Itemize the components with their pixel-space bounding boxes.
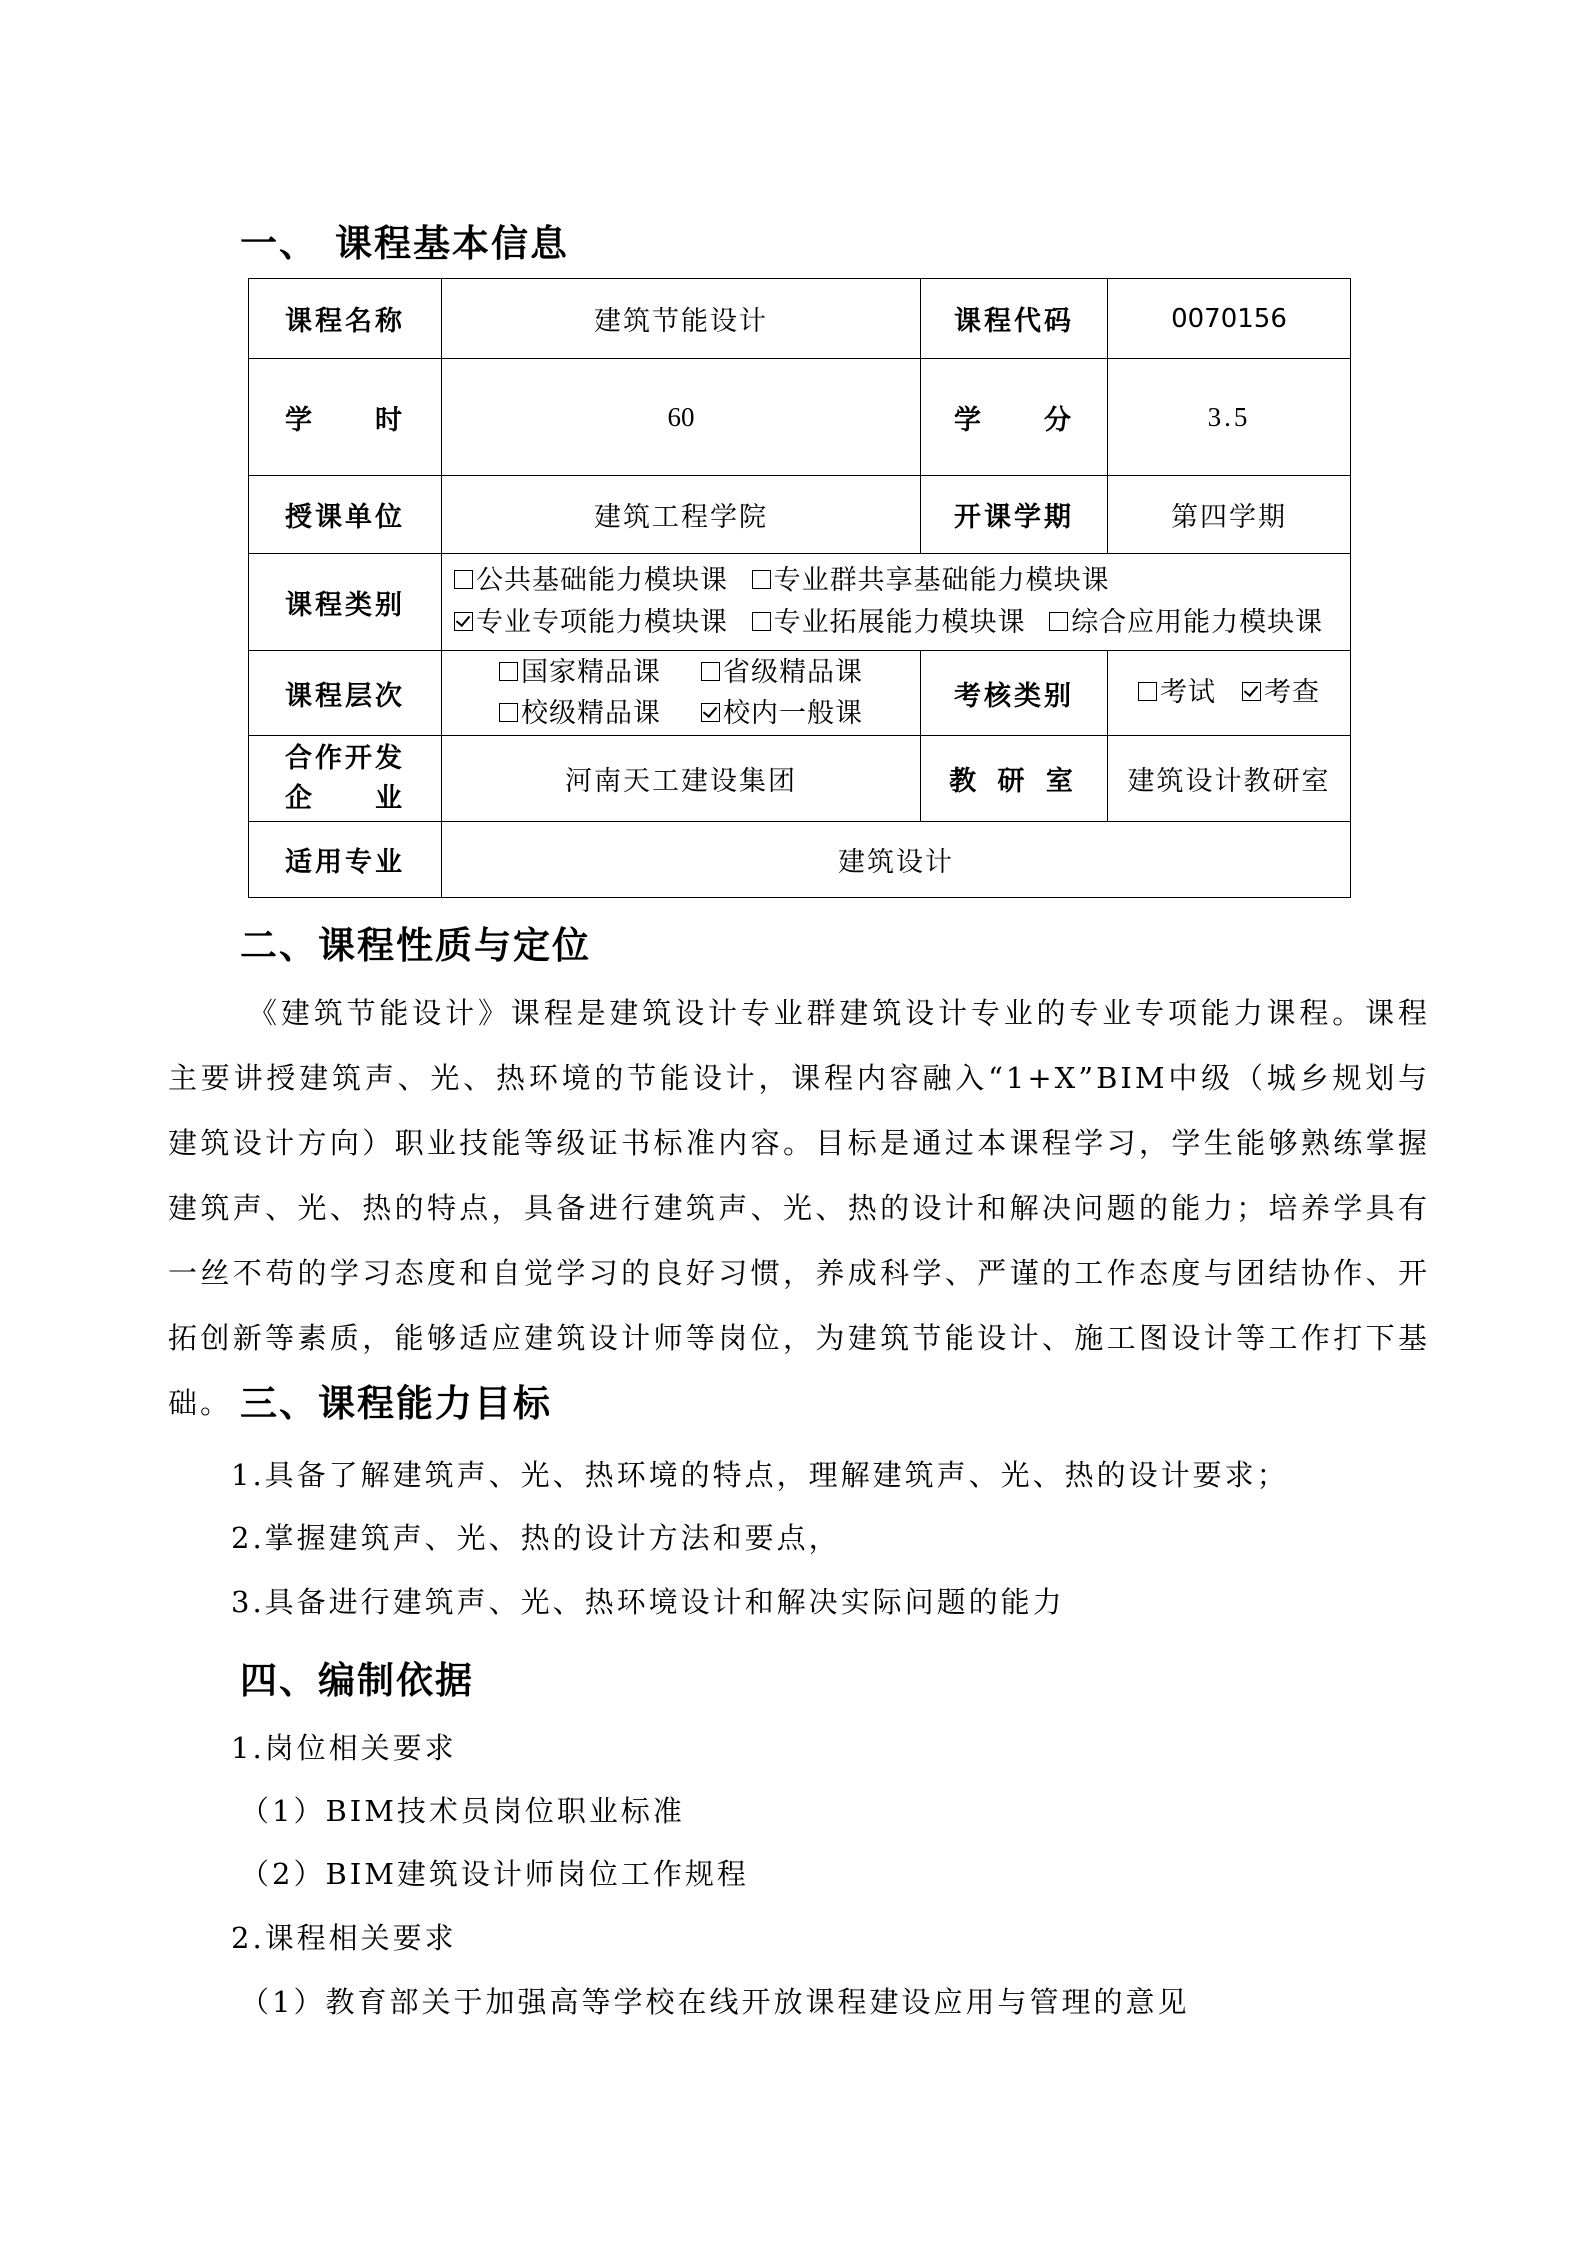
section-heading-basis: 四、编制依据 xyxy=(240,1659,474,1702)
table-row xyxy=(249,736,1351,822)
checkbox-icon[interactable] xyxy=(499,703,518,722)
office-label: 教 研 室 xyxy=(921,736,1108,822)
basis-item: （2）BIM建筑设计师岗位工作规程 xyxy=(240,1857,749,1891)
basis-subheading: 2.课程相关要求 xyxy=(231,1921,457,1955)
nature-paragraph: 《建筑节能设计》课程是建筑设计专业群建筑设计专业的专业专项能力课程。课程主要讲授建筑声、光、热环境的节能设计，课程内容融入“1+X”BIM中级（城乡规划与建筑设计方向）职业技能等级证书标准内容。目标是通过本课程学习，学生能够熟练掌握建筑声、光、热的特点，具备进行建筑声、光、热的设计和解决问题的能力；培养学具有一丝不苟的学习态度和自觉学习的良好习惯，养成科学、严谨的工作态度与团结协作、开拓创新等素质，能够适应建筑设计师等岗位，为建筑节能设计、施工图设计等工作打下基础。 xyxy=(168,996,1430,1420)
basis-item: （1）BIM技术员岗位职业标准 xyxy=(240,1794,685,1828)
checkbox-icon[interactable] xyxy=(454,570,473,589)
checkbox-icon[interactable] xyxy=(752,612,771,631)
checkbox-icon[interactable] xyxy=(499,662,518,681)
major-label: 适用专业 xyxy=(249,822,442,898)
credits-value: 3.5 xyxy=(1108,359,1351,476)
course-code-label: 课程代码 xyxy=(921,279,1108,359)
table-row xyxy=(249,476,1351,554)
level-options xyxy=(442,651,921,736)
office-value: 建筑设计教研室 xyxy=(1108,736,1351,822)
assessment-option: 考查 xyxy=(1264,677,1320,708)
basis-item: （1）教育部关于加强高等学校在线开放课程建设应用与管理的意见 xyxy=(240,1985,1190,2019)
category-option: 综合应用能力模块课 xyxy=(1071,607,1324,638)
level-option: 国家精品课 xyxy=(521,657,661,688)
section-title: 课程基本信息 xyxy=(335,222,569,265)
level-option: 校内一般课 xyxy=(723,698,863,729)
course-info-table xyxy=(248,278,1351,898)
partner-value: 河南天工建设集团 xyxy=(442,736,921,822)
category-option: 专业拓展能力模块课 xyxy=(773,607,1026,638)
partner-label xyxy=(249,736,442,822)
section-heading-basic-info xyxy=(240,213,569,267)
checkbox-icon[interactable] xyxy=(752,570,771,589)
assessment-options xyxy=(1108,651,1351,736)
section-number: 一、 xyxy=(240,222,318,265)
table-row xyxy=(249,822,1351,898)
course-name-label: 课程名称 xyxy=(249,279,442,359)
course-code-value: 0070156 xyxy=(1108,279,1351,359)
level-option: 校级精品课 xyxy=(521,698,661,729)
goal-item: 3.具备进行建筑声、光、热环境设计和解决实际问题的能力 xyxy=(231,1585,1065,1619)
checkbox-icon[interactable] xyxy=(1049,612,1068,631)
category-options xyxy=(442,554,1351,651)
category-option: 专业专项能力模块课 xyxy=(476,607,728,638)
checked-checkbox-icon[interactable] xyxy=(701,703,720,722)
section-heading-nature: 二、课程性质与定位 xyxy=(240,924,591,967)
unit-value: 建筑工程学院 xyxy=(442,476,921,554)
table-row xyxy=(249,554,1351,651)
checkbox-icon[interactable] xyxy=(701,662,720,681)
hours-value: 60 xyxy=(442,359,921,476)
basis-subheading: 1.岗位相关要求 xyxy=(231,1731,457,1765)
checked-checkbox-icon[interactable] xyxy=(1242,682,1261,701)
section-heading-goals: 三、课程能力目标 xyxy=(240,1382,552,1425)
category-label: 课程类别 xyxy=(249,554,442,651)
table-row xyxy=(249,279,1351,359)
semester-label: 开课学期 xyxy=(921,476,1108,554)
category-option: 专业群共享基础能力模块课 xyxy=(773,565,1110,596)
unit-label: 授课单位 xyxy=(249,476,442,554)
semester-value: 第四学期 xyxy=(1108,476,1351,554)
major-value: 建筑设计 xyxy=(442,822,1351,898)
table-row xyxy=(249,651,1351,736)
checked-checkbox-icon[interactable] xyxy=(454,612,473,631)
level-option: 省级精品课 xyxy=(723,657,863,688)
goal-item: 1.具备了解建筑声、光、热环境的特点，理解建筑声、光、热的设计要求； xyxy=(231,1458,1289,1492)
credits-label: 学 分 xyxy=(921,359,1108,476)
course-name-value: 建筑节能设计 xyxy=(442,279,921,359)
partner-label-line-1: 合作开发 xyxy=(285,742,405,774)
partner-label-line-2: 企 业 xyxy=(285,782,405,814)
category-option: 公共基础能力模块课 xyxy=(476,565,728,596)
hours-label: 学 时 xyxy=(249,359,442,476)
level-label: 课程层次 xyxy=(249,651,442,736)
table-row xyxy=(249,359,1351,476)
assessment-option: 考试 xyxy=(1160,677,1216,708)
assessment-label: 考核类别 xyxy=(921,651,1108,736)
checkbox-icon[interactable] xyxy=(1138,682,1157,701)
goal-item: 2.掌握建筑声、光、热的设计方法和要点， xyxy=(231,1521,841,1555)
